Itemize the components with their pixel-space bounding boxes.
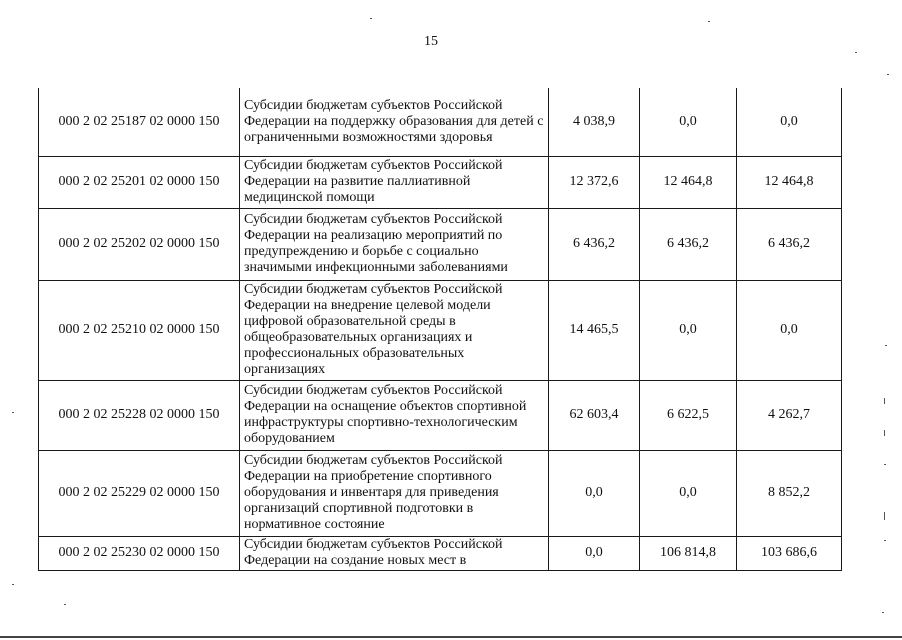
scan-speck	[884, 430, 885, 436]
table-row	[39, 156, 842, 208]
amount-year-1: 4 038,9	[549, 88, 640, 156]
income-description: Субсидии бюджетам субъектов Российской Федерации на внедрение целевой модели цифровой образовательной среды в общеобразовательных организациях и профессиональных образовательных организациях	[240, 280, 549, 380]
amount-year-3: 12 464,8	[737, 156, 842, 208]
table-row	[39, 380, 842, 450]
income-description: Субсидии бюджетам субъектов Российской Федерации на развитие паллиативной медицинской помощи	[240, 156, 549, 208]
amount-year-3: 8 852,2	[737, 450, 842, 536]
scan-speck	[708, 21, 710, 22]
scan-speck	[884, 464, 886, 465]
amount-year-1: 14 465,5	[549, 280, 640, 380]
amount-year-3: 0,0	[737, 88, 842, 156]
scan-edge	[0, 636, 902, 638]
table-row	[39, 450, 842, 536]
budget-code: 000 2 02 25229 02 0000 150	[39, 450, 240, 536]
scan-speck	[884, 512, 885, 520]
budget-table	[38, 88, 842, 571]
amount-year-3: 103 686,6	[737, 536, 842, 570]
amount-year-3: 0,0	[737, 280, 842, 380]
income-description: Субсидии бюджетам субъектов Российской Федерации на реализацию мероприятий по предупреждению и борьбе с социально значимыми инфекционными заболеваниями	[240, 208, 549, 280]
amount-year-2: 106 814,8	[640, 536, 737, 570]
income-description: Субсидии бюджетам субъектов Российской Федерации на приобретение спортивного оборудования и инвентаря для приведения организаций спортивной подготовки в нормативное состояние	[240, 450, 549, 536]
scan-speck	[884, 398, 885, 404]
income-description: Субсидии бюджетам субъектов Российской Федерации на создание новых мест в	[240, 536, 549, 570]
budget-code: 000 2 02 25230 02 0000 150	[39, 536, 240, 570]
scan-speck	[12, 412, 14, 413]
scan-speck	[884, 540, 886, 541]
budget-code: 000 2 02 25187 02 0000 150	[39, 88, 240, 156]
income-description: Субсидии бюджетам субъектов Российской Федерации на оснащение объектов спортивной инфраструктуры спортивно-технологическим оборудованием	[240, 380, 549, 450]
amount-year-1: 62 603,4	[549, 380, 640, 450]
amount-year-1: 0,0	[549, 536, 640, 570]
budget-code: 000 2 02 25202 02 0000 150	[39, 208, 240, 280]
table-row	[39, 536, 842, 570]
amount-year-2: 6 436,2	[640, 208, 737, 280]
scan-speck	[370, 18, 372, 19]
amount-year-1: 12 372,6	[549, 156, 640, 208]
table-row	[39, 208, 842, 280]
scan-speck	[887, 74, 889, 75]
budget-code: 000 2 02 25201 02 0000 150	[39, 156, 240, 208]
page-number: 15	[424, 34, 438, 49]
amount-year-1: 0,0	[549, 450, 640, 536]
budget-code: 000 2 02 25210 02 0000 150	[39, 280, 240, 380]
budget-code: 000 2 02 25228 02 0000 150	[39, 380, 240, 450]
table-row	[39, 88, 842, 156]
amount-year-2: 0,0	[640, 450, 737, 536]
amount-year-2: 0,0	[640, 280, 737, 380]
amount-year-3: 6 436,2	[737, 208, 842, 280]
amount-year-2: 6 622,5	[640, 380, 737, 450]
scan-speck	[64, 604, 66, 605]
scan-speck	[855, 52, 857, 53]
amount-year-2: 12 464,8	[640, 156, 737, 208]
amount-year-3: 4 262,7	[737, 380, 842, 450]
income-description: Субсидии бюджетам субъектов Российской Федерации на поддержку образования для детей с ограниченными возможностями здоровья	[240, 88, 549, 156]
scan-speck	[882, 612, 884, 613]
table-row	[39, 280, 842, 380]
scan-speck	[885, 345, 887, 346]
amount-year-1: 6 436,2	[549, 208, 640, 280]
amount-year-2: 0,0	[640, 88, 737, 156]
scan-speck	[12, 584, 14, 585]
